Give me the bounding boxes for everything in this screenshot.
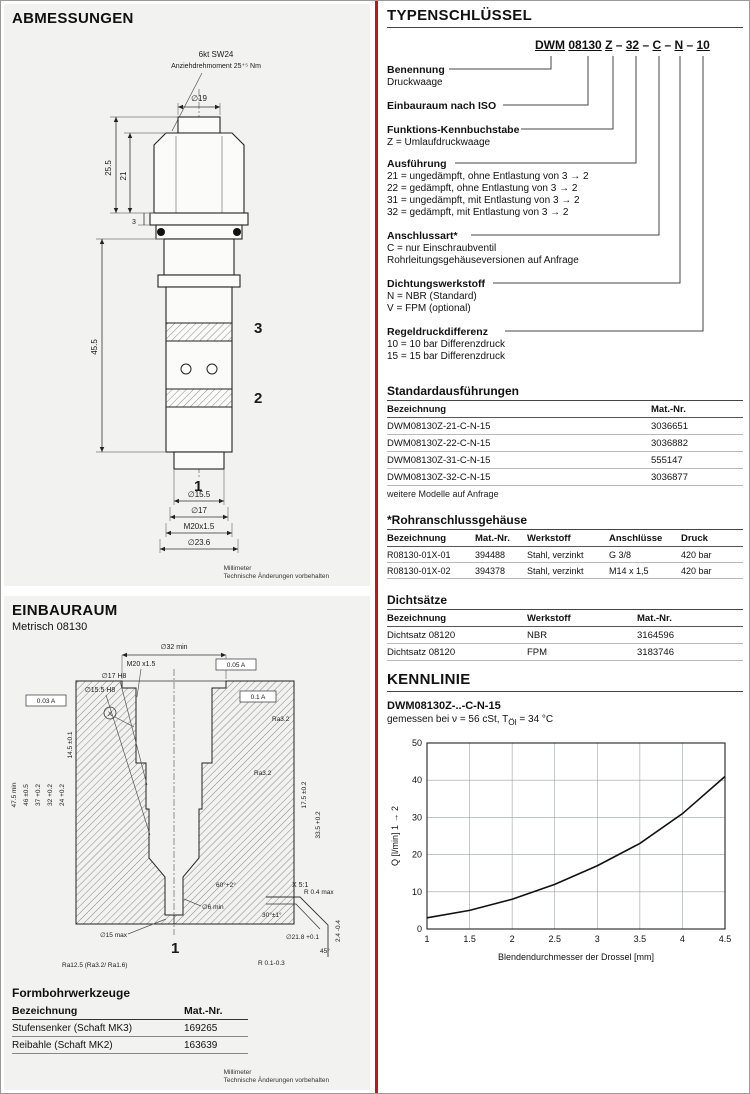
cav-d24: 24 +0.2 [59, 784, 66, 806]
table-row [12, 1037, 248, 1054]
group-line: 10 = 10 bar Differenzdruck [387, 339, 505, 350]
seal-name: Dichtsatz 08120 [387, 644, 527, 661]
cav-d175: 17.5 ±0.2 [301, 781, 308, 809]
code-part-dwm: DWM [535, 38, 565, 52]
code-sep: – [683, 38, 697, 52]
svg-text:Blendendurchmesser der Drossel: Blendendurchmesser der Drossel [mm] [497, 952, 655, 962]
footer-note: Technische Änderungen vorbehalten [223, 1077, 330, 1084]
svg-text:30: 30 [411, 812, 422, 823]
panel-footer [224, 565, 330, 581]
panel-footer [224, 1069, 330, 1085]
ts-group-regeldruckdifferenz [387, 326, 647, 363]
cav-ra1: Ra3.2 [272, 716, 290, 723]
svg-text:10: 10 [411, 886, 422, 897]
condition-subscript: Öl [508, 717, 517, 727]
cav-dia15: ∅15 max [100, 932, 127, 939]
port-3-label: 3 [254, 320, 263, 337]
section-rohranschlussgehaeuse [387, 513, 743, 579]
abmessungen-title: ABMESSUNGEN [12, 10, 134, 27]
oring-right [233, 228, 241, 236]
group-heading: Funktions-Kennbuchstabe [387, 124, 520, 136]
svg-text:2.5: 2.5 [548, 934, 561, 944]
group-heading: Dichtungswerkstoff [387, 278, 486, 290]
group-heading: Benennung [387, 64, 445, 76]
section-kennlinie [387, 671, 743, 970]
dim-25-5: 25.5 [104, 160, 113, 176]
section-einbauraum [4, 596, 370, 1090]
dim-dia17: ∅17 [191, 506, 207, 515]
group-line: 31 = ungedämpft, mit Entlastung von 3 → 2 [387, 195, 580, 206]
model-name: DWM08130Z-31-C-N-15 [387, 452, 651, 469]
ts-group-benennung [387, 64, 647, 89]
model-name: DWM08130Z-21-C-N-15 [387, 418, 651, 435]
cav-d24b: 2.4 -0.4 [335, 919, 342, 943]
col-matnr: Mat.-Nr. [475, 530, 527, 547]
tool-name: Reibahle (Schaft MK2) [12, 1037, 184, 1054]
section-dichtsaetze [387, 593, 743, 661]
typenschluessel-title: TYPENSCHLÜSSEL [387, 7, 743, 28]
code-part-c: C [652, 38, 662, 52]
housing-matnr: 394378 [475, 563, 527, 579]
section-typenschluessel [387, 7, 743, 370]
model-name: DWM08130Z-22-C-N-15 [387, 435, 651, 452]
cross-hole-2 [207, 364, 217, 374]
cav-tol3: 0.1 A [250, 694, 266, 701]
svg-text:4: 4 [679, 934, 685, 944]
cavity-wall-left [76, 681, 174, 924]
cav-d46: 46 ±0.5 [23, 784, 30, 806]
col-bezeichnung: Bezeichnung [387, 610, 527, 627]
cav-dia32: ∅32 min [160, 644, 188, 651]
cav-d475: 47.5 min [11, 782, 18, 808]
cav-tol2: 0.03 A [36, 698, 56, 705]
code-sep: – [661, 38, 675, 52]
ts-group-anschlussart [387, 230, 647, 267]
cav-deg60: 60°+2° [216, 882, 236, 889]
tools-title: Formbohrwerkzeuge [12, 986, 131, 1000]
kennlinie-condition [387, 714, 743, 727]
cav-d145: 14.5 ±0.1 [67, 731, 74, 759]
table-row [387, 469, 743, 486]
svg-text:3.5: 3.5 [633, 934, 647, 944]
neck [164, 239, 234, 275]
cav-d335: 33.5 +0.2 [315, 811, 322, 839]
standard-title: Standardausführungen [387, 384, 743, 401]
group-line: N = NBR (Standard) [387, 291, 477, 302]
valve-dimension-drawing [4, 27, 364, 567]
housing-material: Stahl, verzinkt [527, 547, 609, 563]
group-line: Rohrleitungsgehäuseversionen auf Anfrage [387, 255, 579, 266]
group-line: 22 = gedämpft, ohne Entlastung von 3 → 2 [387, 183, 578, 194]
cav-deg30: 30°±1° [262, 912, 282, 919]
dichtsaetze-table [387, 610, 743, 661]
svg-text:2: 2 [509, 934, 515, 944]
housing-name: R08130-01X-02 [387, 563, 475, 579]
dim-3: 3 [132, 219, 136, 226]
cavity-drawing [4, 635, 364, 975]
einbauraum-title: EINBAURAUM [12, 602, 118, 619]
svg-text:4.5: 4.5 [718, 934, 732, 944]
typenschluessel-body [387, 30, 743, 370]
cav-x-marker: X [107, 711, 113, 718]
housing-material: Stahl, verzinkt [527, 563, 609, 579]
seal-name: Dichtsatz 08120 [387, 627, 527, 644]
housing-matnr: 394488 [475, 547, 527, 563]
oring-groove [156, 225, 242, 239]
table-row [387, 452, 743, 469]
table-row [387, 547, 743, 563]
seal-material: FPM [527, 644, 637, 661]
rohranschluss-title: *Rohranschlussgehäuse [387, 513, 743, 530]
svg-text:3: 3 [594, 934, 600, 944]
cartridge-body [166, 287, 232, 452]
cav-dia6: ∅6 min [202, 904, 224, 911]
ordering-code [535, 38, 710, 52]
svg-text:1: 1 [424, 934, 430, 944]
einbauraum-subtitle: Metrisch 08130 [12, 621, 88, 633]
dim-thread: M20x1.5 [183, 522, 215, 531]
dia19-label: ∅19 [191, 94, 207, 103]
cav-ra2: Ra3.2 [254, 770, 272, 777]
col-bezeichnung: Bezeichnung [387, 530, 475, 547]
cav-deg45: 45° [320, 948, 330, 955]
code-part-08130: 08130 [568, 38, 602, 52]
housing-pressure: 420 bar [681, 563, 743, 579]
kennlinie-model: DWM08130Z-..-C-N-15 [387, 700, 501, 712]
kennlinie-chart [387, 733, 737, 965]
kennlinie-title: KENNLINIE [387, 671, 743, 692]
group-line: C = nur Einschraubventil [387, 243, 497, 254]
group-line: Druckwaage [387, 77, 443, 88]
port-1-label: 1 [194, 478, 203, 495]
footer-note: Technische Änderungen vorbehalten [223, 573, 330, 580]
condition-prefix: gemessen bei ν = 56 cSt, T [387, 714, 509, 725]
port3-band [166, 323, 232, 341]
nose-tip [174, 452, 224, 469]
dim-dia23-6: ∅23.6 [187, 538, 211, 547]
section-standardausfuehrungen [387, 384, 743, 499]
table-row [387, 644, 743, 661]
group-line: 21 = ungedämpft, ohne Entlastung von 3 → 2 [387, 171, 589, 182]
code-sep: – [612, 38, 626, 52]
col-matnr: Mat.-Nr. [651, 401, 743, 418]
torque-label: Anziehdrehmoment 25⁺⁵ Nm [171, 63, 261, 70]
cav-dia218: ∅21.8 +0.1 [286, 934, 319, 941]
seal-matnr: 3164596 [637, 627, 743, 644]
group-heading: Einbauraum nach ISO [387, 100, 497, 112]
ts-group-funktions-kennbuchstabe [387, 124, 647, 149]
col-bezeichnung: Bezeichnung [387, 401, 651, 418]
tools-table [12, 1002, 248, 1054]
footer-units: Millimeter [223, 1069, 252, 1076]
condition-suffix: = 34 °C [516, 714, 554, 725]
svg-text:1.5: 1.5 [463, 934, 476, 944]
seal-material: NBR [527, 627, 637, 644]
cav-thread: M20 x1.5 [126, 661, 156, 668]
ts-group-einbauraum-iso [387, 100, 647, 113]
table-row [387, 418, 743, 435]
model-name: DWM08130Z-32-C-N-15 [387, 469, 651, 486]
ts-group-dichtungswerkstoff [387, 278, 647, 315]
collar [158, 275, 240, 287]
dim-45-5: 45.5 [90, 339, 99, 355]
housing-pressure: 420 bar [681, 547, 743, 563]
dichtsaetze-title: Dichtsätze [387, 593, 743, 610]
oring-left [157, 228, 165, 236]
standard-table [387, 401, 743, 486]
code-part-32: 32 [625, 38, 640, 52]
hex-head [154, 133, 244, 213]
table-row [387, 435, 743, 452]
svg-text:Q [l/min] 1 → 2: Q [l/min] 1 → 2 [390, 805, 400, 867]
model-matnr: 3036651 [651, 418, 743, 435]
col-anschluesse: Anschlüsse [609, 530, 681, 547]
footer-units: Millimeter [223, 565, 252, 572]
cav-dia15-5: ∅15.5 H8 [84, 687, 116, 694]
cav-ra-bottom: Ra12.5 (Ra3.2/ Ra1.6) [62, 962, 128, 969]
group-line: V = FPM (optional) [387, 303, 471, 314]
cav-d32: 32 +0.2 [47, 784, 54, 806]
standard-note: weitere Modelle auf Anfrage [387, 489, 499, 499]
right-column [387, 7, 743, 970]
svg-text:20: 20 [411, 849, 422, 860]
col-matnr: Mat.-Nr. [637, 610, 743, 627]
model-matnr: 555147 [651, 452, 743, 469]
code-part-z: Z [605, 38, 613, 52]
housing-ports: M14 x 1,5 [609, 563, 681, 579]
table-row [12, 1020, 248, 1037]
svg-text:40: 40 [411, 775, 422, 786]
svg-text:0: 0 [416, 924, 422, 934]
tool-name: Stufensenker (Schaft MK3) [12, 1020, 184, 1037]
table-row [387, 627, 743, 644]
seal-matnr: 3183746 [637, 644, 743, 661]
cav-r04: R 0.4 max [304, 889, 334, 896]
cav-detail-title: X 5:1 [292, 882, 309, 889]
col-werkstoff: Werkstoff [527, 610, 637, 627]
model-matnr: 3036877 [651, 469, 743, 486]
group-line: 15 = 15 bar Differenzdruck [387, 351, 505, 362]
tools-col-bezeichnung: Bezeichnung [12, 1002, 184, 1020]
cav-r0103: R 0.1-0.3 [258, 960, 285, 967]
formbohrwerkzeuge [12, 986, 248, 1054]
cav-d37: 37 +0.2 [35, 784, 42, 806]
cav-dia17: ∅17 H8 [101, 673, 127, 680]
port-2-label: 2 [254, 390, 263, 407]
group-heading: Ausführung [387, 158, 447, 170]
model-matnr: 3036882 [651, 435, 743, 452]
top-boss [178, 117, 220, 133]
group-line: Z = Umlaufdruckwaage [387, 137, 491, 148]
code-sep: – [639, 38, 653, 52]
tool-matnr: 169265 [184, 1020, 248, 1037]
group-line: 32 = gedämpft, mit Entlastung von 3 → 2 [387, 207, 569, 218]
cross-hole-1 [181, 364, 191, 374]
tool-matnr: 163639 [184, 1037, 248, 1054]
cav-tol1: 0.05 A [226, 662, 246, 669]
port2-band [166, 389, 232, 407]
column-divider [375, 1, 378, 1094]
col-werkstoff: Werkstoff [527, 530, 609, 547]
rohranschluss-table [387, 530, 743, 579]
code-part-10: 10 [696, 38, 710, 52]
section-abmessungen [4, 4, 370, 586]
hex-size-label: 6kt SW24 [198, 50, 234, 59]
col-druck: Druck [681, 530, 743, 547]
housing-name: R08130-01X-01 [387, 547, 475, 563]
housing-ports: G 3/8 [609, 547, 681, 563]
table-row [387, 563, 743, 579]
group-heading: Anschlussart* [387, 230, 458, 242]
dim-21: 21 [119, 171, 128, 181]
left-column [4, 4, 370, 1094]
ts-group-ausfuehrung [387, 158, 647, 219]
tools-col-matnr: Mat.-Nr. [184, 1002, 248, 1020]
dim-dia15-5: ∅15.5 [187, 490, 211, 499]
svg-text:50: 50 [411, 738, 422, 748]
flange [150, 213, 248, 225]
group-heading: Regeldruckdifferenz [387, 326, 488, 338]
code-part-n: N [674, 38, 684, 52]
cav-port1: 1 [171, 940, 180, 957]
